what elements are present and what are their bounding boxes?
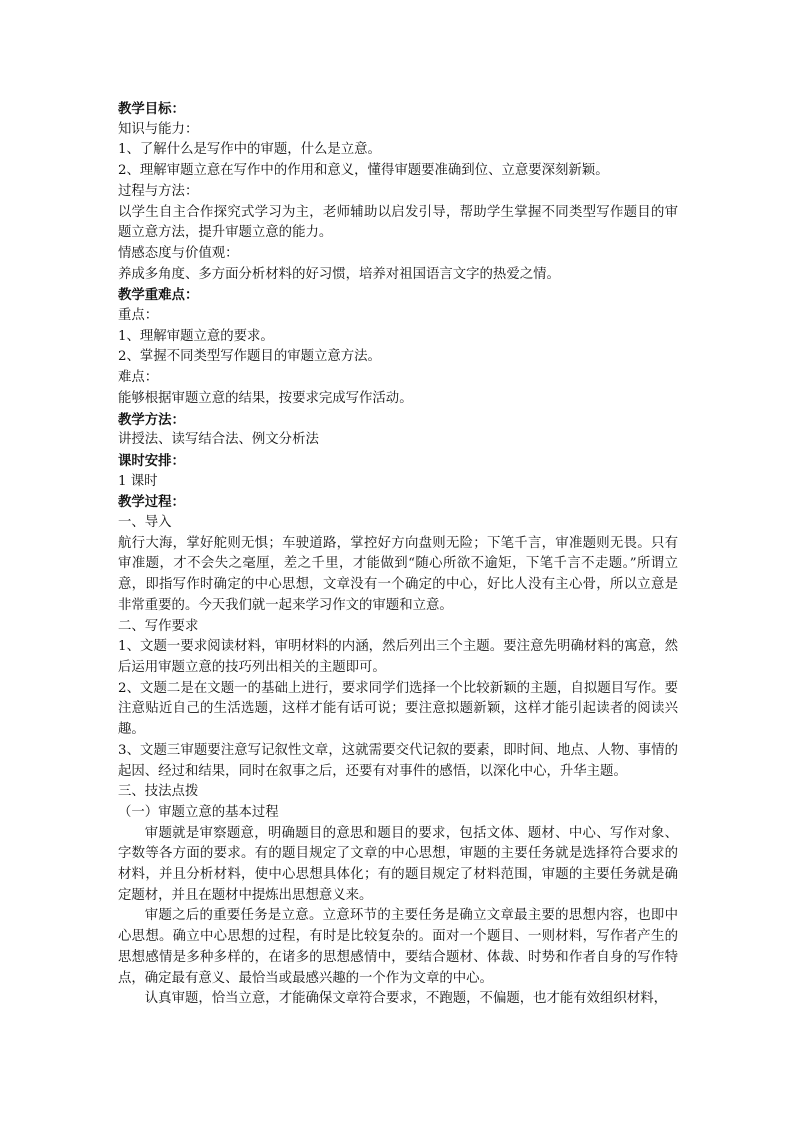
body-paragraph: 认真审题，恰当立意，才能确保文章符合要求，不跑题，不偏题，也才能有效组织材料， <box>144 991 668 1007</box>
intro-heading: 一、导入 <box>118 515 172 531</box>
key-points-heading: 教学重难点： <box>118 287 199 304</box>
document-page <box>118 99 678 1010</box>
difficult-text: 能够根据审题立意的结果，按要求完成写作活动。 <box>118 390 413 406</box>
key-item: 1、理解审题立意的要求。 <box>118 328 274 344</box>
subsection-heading: （一）审题立意的基本过程 <box>118 804 279 820</box>
key-item: 2、掌握不同类型写作题目的审题立意方法。 <box>118 349 381 365</box>
method-text: 讲授法、读写结合法、例文分析法 <box>118 432 319 448</box>
intro-text: 航行大海，掌好舵则无惧；车驶道路，掌控好方向盘则无险；下笔千言，审准题则无畏。只有审准题，才不会失之毫厘，差之千里，才能做到“随心所欲不逾矩，下笔千言不走题。”所谓立意，即指写作时确定的中心思想，文章没有一个确定的中心，好比人没有主心骨，所以立意是非常重要的。今天我们就一起来学习作文的审题和立意。 <box>118 535 678 613</box>
procedure-heading: 教学过程： <box>118 494 185 511</box>
goals-heading: 教学目标： <box>118 101 185 117</box>
difficult-label: 难点： <box>118 370 159 386</box>
process-text: 以学生自主合作探究式学习为主，老师辅助以启发引导，帮助学生掌握不同类型写作题目的审题立意方法，提升审题立意的能力。 <box>118 204 678 241</box>
method-heading: 教学方法： <box>118 411 185 428</box>
requirements-heading: 二、写作要求 <box>118 618 199 634</box>
tips-heading: 三、技法点拨 <box>118 784 199 800</box>
body-paragraph: 审题就是审察题意，明确题目的意思和题目的要求，包括文体、题材、中心、写作对象、字数等各方面的要求。有的题目规定了文章的中心思想，审题的主要任务就是选择符合要求的材料，并且分析材料，使中心思想具体化；有的题目规定了材料范围，审题的主要任务就是确定题材，并且在题材中提炼出思想意义来。 <box>118 825 678 903</box>
requirement-item: 3、文题三审题要注意写记叙性文章，这就需要交代记叙的要素，即时间、地点、人物、事情的起因、经过和结果，同时在叙事之后，还要有对事件的感悟，以深化中心，升华主题。 <box>118 742 678 779</box>
schedule-heading: 课时安排： <box>118 452 185 469</box>
knowledge-item: 2、理解审题立意在写作中的作用和意义，懂得审题要准确到位、立意要深刻新颖。 <box>118 163 609 179</box>
schedule-text: 1 课时 <box>118 473 158 489</box>
emotion-text: 养成多角度、多方面分析材料的好习惯，培养对祖国语言文字的热爱之情。 <box>118 266 560 282</box>
key-label: 重点： <box>118 308 159 324</box>
emotion-heading: 情感态度与价值观： <box>118 245 239 261</box>
knowledge-heading: 知识与能力： <box>118 121 199 137</box>
knowledge-item: 1、了解什么是写作中的审题，什么是立意。 <box>118 142 381 158</box>
requirement-item: 1、文题一要求阅读材料，审明材料的内涵，然后列出三个主题。要注意先明确材料的寓意，然后运用审题立意的技巧列出相关的主题即可。 <box>118 639 678 675</box>
process-heading: 过程与方法： <box>118 183 199 199</box>
requirement-item: 2、文题二是在文题一的基础上进行，要求同学们选择一个比较新颖的主题，自拟题目写作。要注意贴近自己的生活选题，这样才能有话可说；要注意拟题新颖，这样才能引起读者的阅读兴趣。 <box>118 680 678 738</box>
body-paragraph: 审题之后的重要任务是立意。立意环节的主要任务是确立文章最主要的思想内容，也即中心思想。确立中心思想的过程，有时是比较复杂的。面对一个题目、一则材料，写作者产生的思想感情是多种多样的，在诸多的思想感情中，要结合题材、体裁、时势和作者自身的写作特点，确定最有意义、最恰当或最感兴趣的一个作为文章的中心。 <box>118 908 678 986</box>
